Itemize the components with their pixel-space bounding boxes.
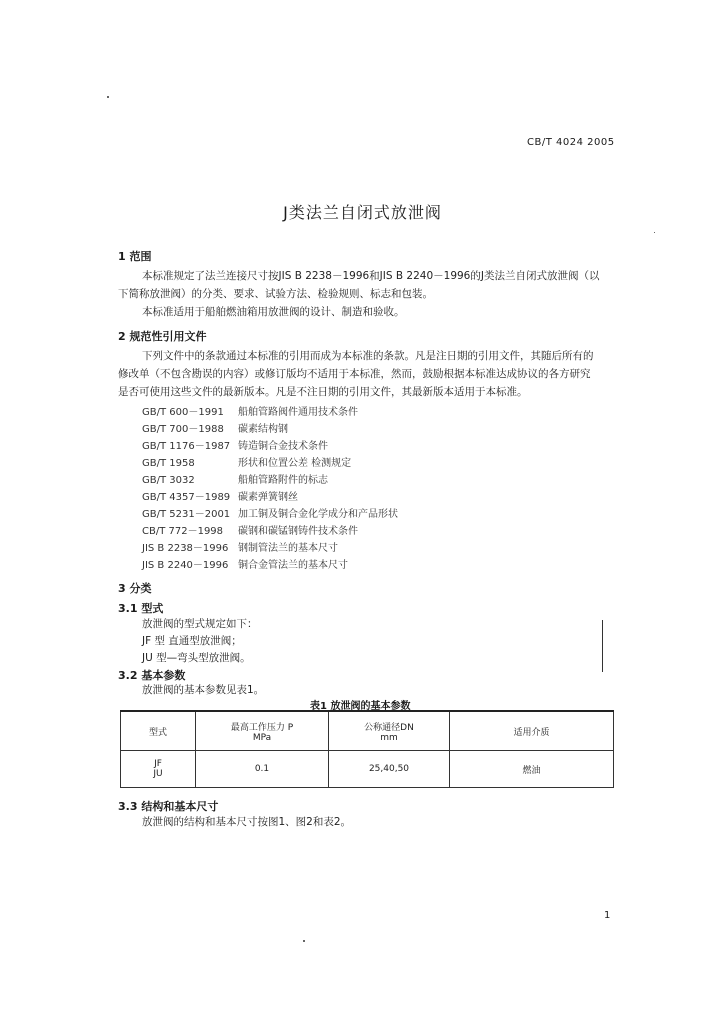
reference-item xyxy=(142,539,338,554)
section-1-para-2: 本标准适用于船舶燃油箱用放泄阀的设计、制造和验收。 xyxy=(142,306,405,318)
reference-code: JIS B 2238－1996 xyxy=(142,543,229,554)
header-medium-label: 适用介质 xyxy=(513,727,550,738)
section-3-1-line-3: JU 型—弯头型放泄阀。 xyxy=(142,652,251,664)
reference-name: 铜合金管法兰的基本尺寸 xyxy=(238,560,348,571)
header-pressure-unit: MPa xyxy=(252,732,272,743)
reference-item xyxy=(142,471,328,486)
reference-code: GB/T 600－1991 xyxy=(142,407,224,418)
header-type xyxy=(121,711,196,751)
reference-name: 碳钢和碳锰钢铸件技术条件 xyxy=(238,526,358,537)
reference-item xyxy=(142,505,398,520)
header-pressure xyxy=(196,711,329,751)
section-3-2-heading: 3.2 基本参数 xyxy=(118,669,186,682)
document-title: J类法兰自闭式放泄阀 xyxy=(283,203,442,222)
reference-code: JIS B 2240－1996 xyxy=(142,560,229,571)
reference-item xyxy=(142,488,298,503)
cell-type-jf: JF xyxy=(154,759,162,769)
scan-speck xyxy=(303,940,305,942)
reference-code: GB/T 700－1988 xyxy=(142,424,224,435)
reference-name: 碳素弹簧钢丝 xyxy=(238,492,298,503)
reference-item xyxy=(142,403,358,418)
section-2-intro-line-1: 下列文件中的条款通过本标准的引用而成为本标准的条款。凡是注日期的引用文件，其随后所有的 xyxy=(142,350,594,362)
reference-item xyxy=(142,556,348,571)
section-2-intro-line-3: 是否可使用这些文件的最新版本。凡是不注日期的引用文件，其最新版本适用于本标准。 xyxy=(118,386,528,398)
section-3-3-line-1: 放泄阀的结构和基本尺寸按图1、图2和表2。 xyxy=(142,816,352,828)
header-pressure-label: 最高工作压力 P xyxy=(230,722,294,733)
reference-code: GB/T 3032 xyxy=(142,475,195,486)
header-dn-unit: mm xyxy=(380,732,398,743)
section-3-1-line-2: JF 型 直通型放泄阀； xyxy=(142,635,242,647)
reference-code: GB/T 1176－1987 xyxy=(142,441,231,452)
header-medium xyxy=(450,711,614,751)
page-number: 1 xyxy=(604,910,611,921)
cell-pressure-value: 0.1 xyxy=(254,764,270,774)
reference-name: 船舶管路附件的标志 xyxy=(238,475,328,486)
reference-code: GB/T 1958 xyxy=(142,458,195,469)
section-1-para-1-line-2: 下简称放泄阀）的分类、要求、试验方法、检验规则、标志和包装。 xyxy=(118,288,433,300)
cell-medium xyxy=(450,751,614,788)
reference-item xyxy=(142,420,288,435)
section-2-heading: 2 规范性引用文件 xyxy=(118,330,207,343)
reference-name: 加工铜及铜合金化学成分和产品形状 xyxy=(238,509,398,520)
standard-number: CB/T 4024 2005 xyxy=(527,137,615,148)
section-3-3-heading: 3.3 结构和基本尺寸 xyxy=(118,800,219,813)
reference-code: GB/T 4357－1989 xyxy=(142,492,231,503)
table-row xyxy=(121,751,614,788)
cell-pressure xyxy=(196,751,329,788)
reference-item xyxy=(142,437,328,452)
header-dn-label: 公称通径DN xyxy=(364,722,414,733)
table-caption: 表1 放泄阀的基本参数 xyxy=(310,701,411,712)
reference-name: 船舶管路阀件通用技术条件 xyxy=(238,407,358,418)
cell-type xyxy=(121,751,196,788)
section-3-2-line-1: 放泄阀的基本参数见表1。 xyxy=(142,684,265,696)
section-3-1-heading: 3.1 型式 xyxy=(118,602,164,615)
scan-speck xyxy=(654,232,655,233)
cell-dn-value: 25,40,50 xyxy=(368,764,410,774)
reference-name: 形状和位置公差 检测规定 xyxy=(238,458,352,469)
header-type-label: 型式 xyxy=(148,727,167,738)
parameter-table xyxy=(120,710,614,788)
section-1-para-1-line-1: 本标准规定了法兰连接尺寸按JIS B 2238－1996和JIS B 2240－1996的J类法兰自闭式放泄阀（以 xyxy=(142,270,600,282)
reference-name: 铸造铜合金技术条件 xyxy=(238,441,328,452)
reference-item xyxy=(142,454,351,469)
section-3-1-line-1: 放泄阀的型式规定如下： xyxy=(142,618,258,630)
section-3-heading: 3 分类 xyxy=(118,582,152,595)
cell-medium-value: 燃油 xyxy=(522,765,541,776)
reference-item xyxy=(142,522,358,537)
cell-type-ju: JU xyxy=(153,769,163,779)
section-2-intro-line-2: 修改单（不包含勘误的内容）或修订版均不适用于本标准，然而，鼓励根据本标准达成协议的各方研究 xyxy=(118,368,591,380)
reference-name: 钢制管法兰的基本尺寸 xyxy=(238,543,338,554)
scan-speck xyxy=(107,96,109,98)
reference-name: 碳素结构钢 xyxy=(238,424,288,435)
margin-mark xyxy=(602,620,603,672)
reference-code: CB/T 772－1998 xyxy=(142,526,224,537)
header-dn xyxy=(329,711,450,751)
cell-dn xyxy=(329,751,450,788)
section-1-heading: 1 范围 xyxy=(118,250,152,263)
reference-code: GB/T 5231－2001 xyxy=(142,509,231,520)
table-header-row xyxy=(121,711,614,751)
